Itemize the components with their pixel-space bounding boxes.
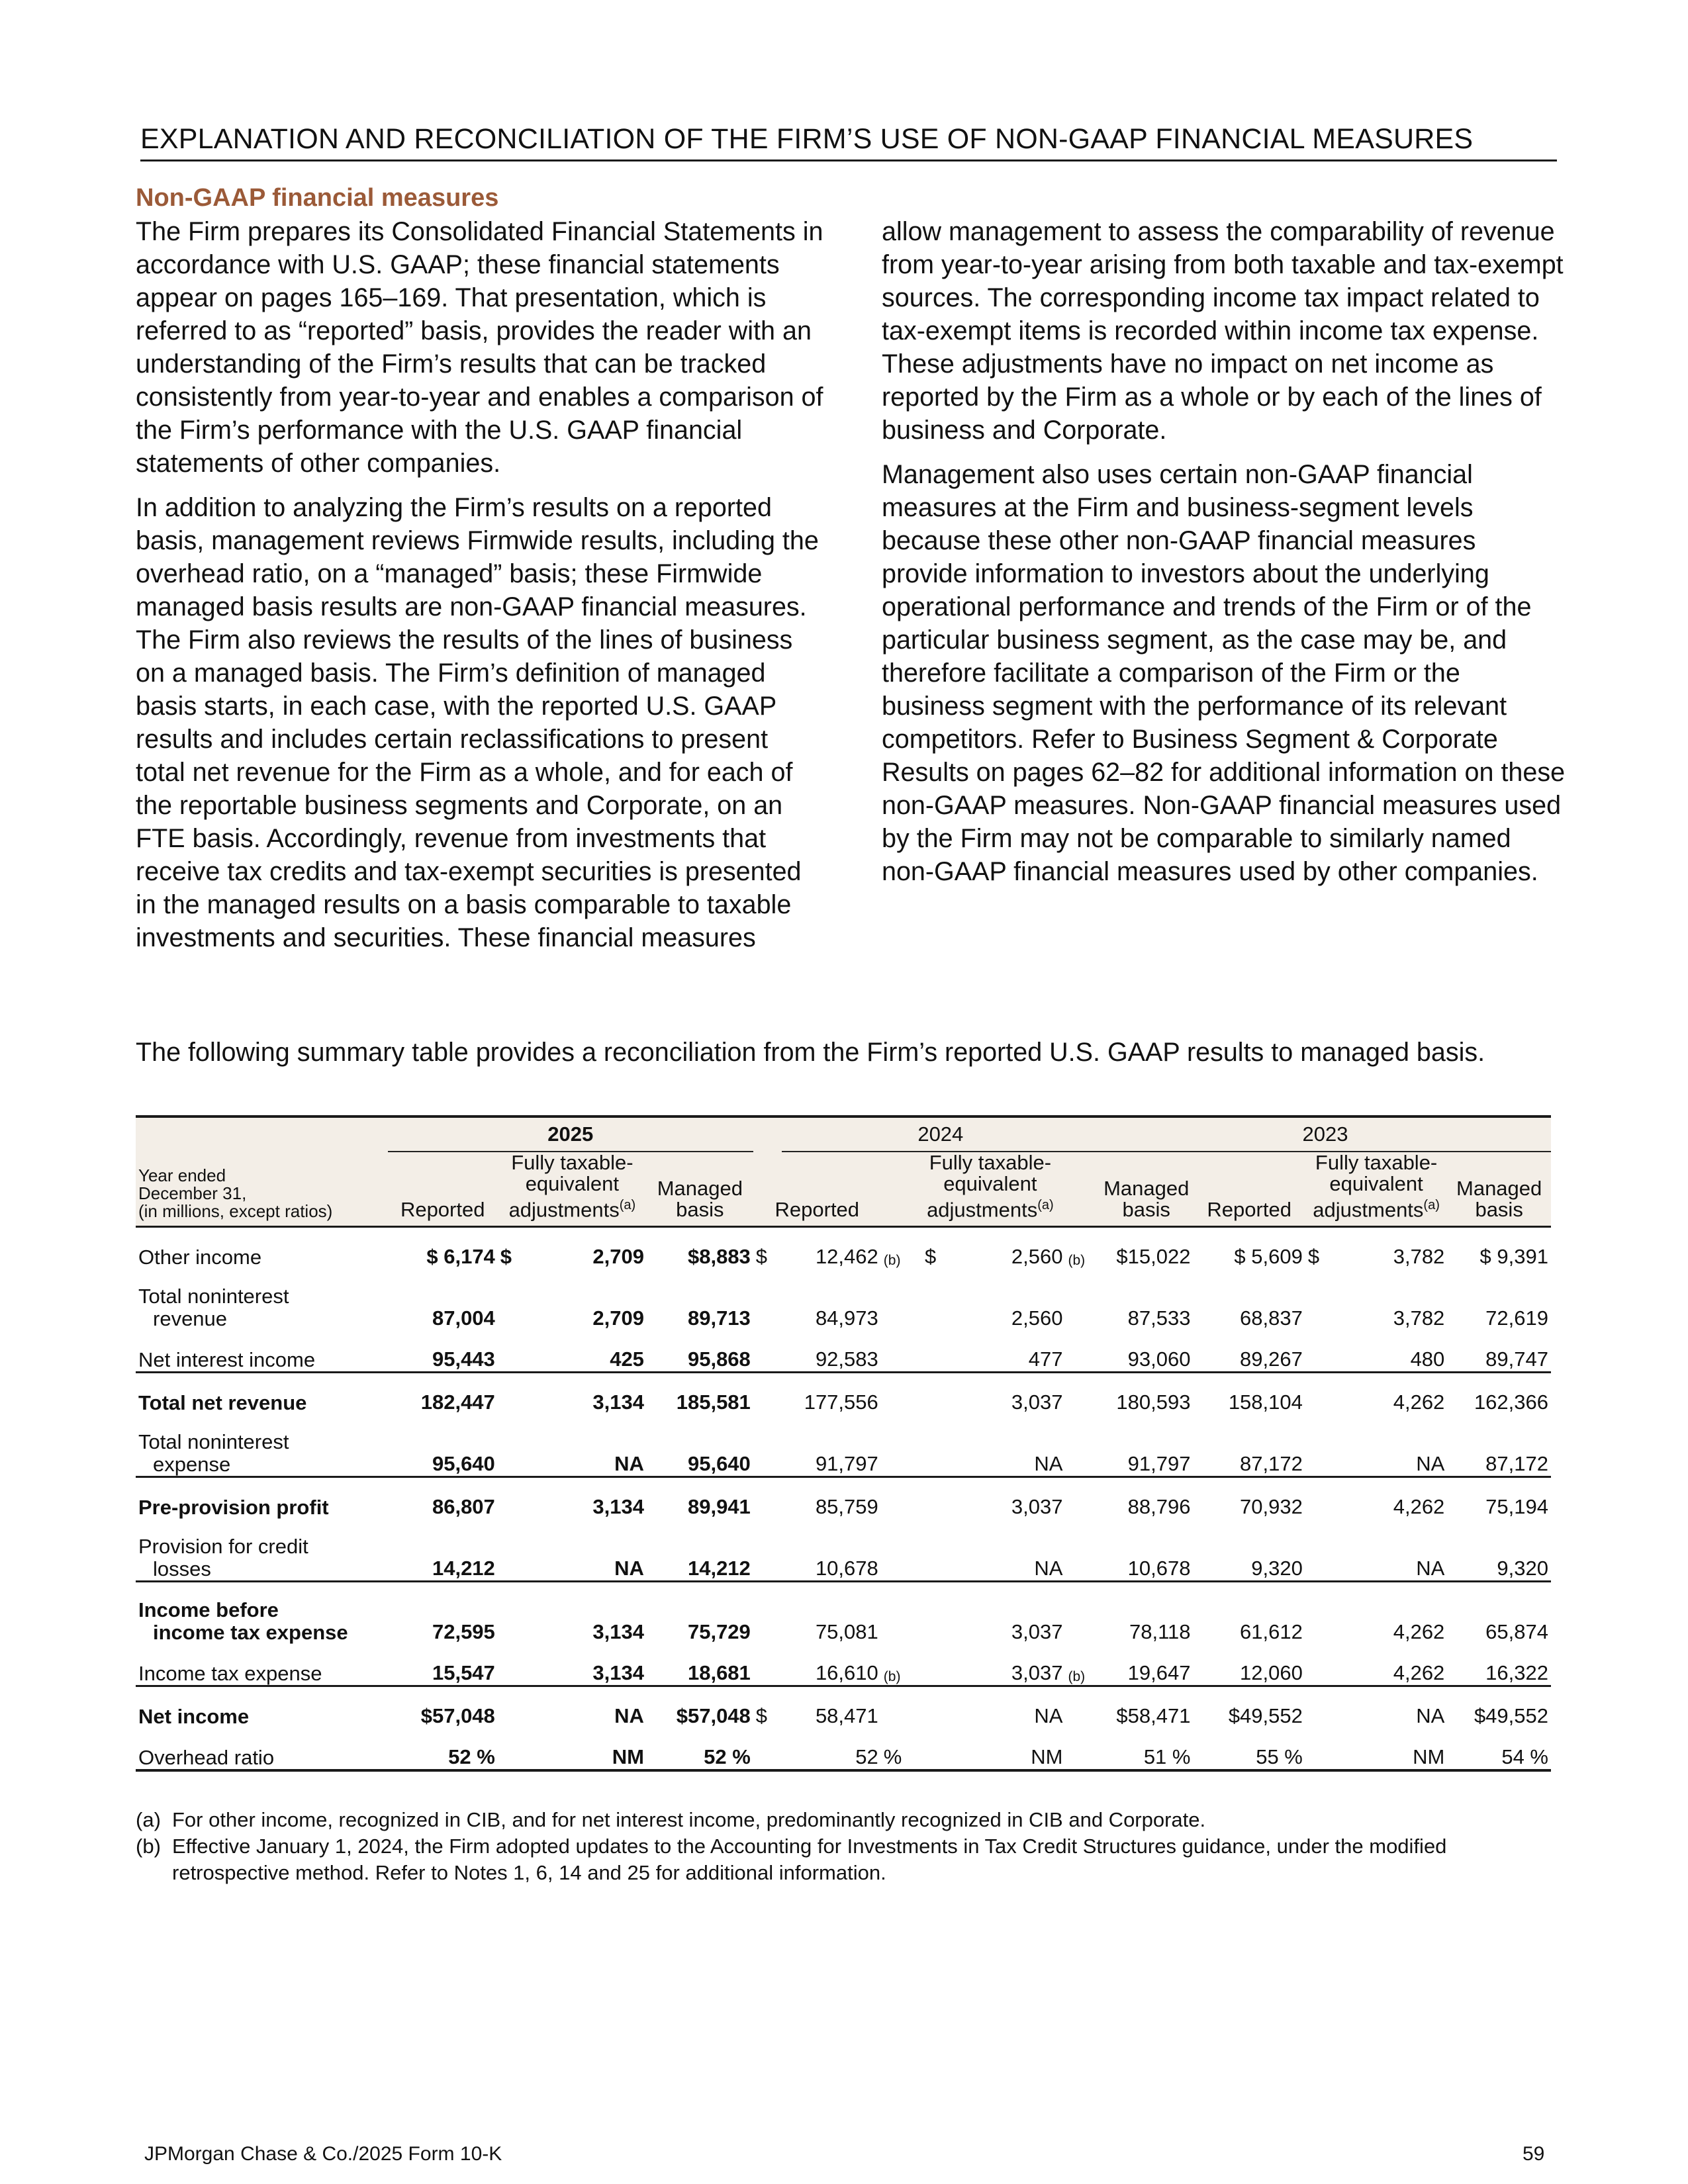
value-2024-adjustment: NM (948, 1728, 1066, 1770)
value-2024-adjustment: 2,560 (1011, 1245, 1063, 1269)
value-2024-adjustment: 2,560 (1011, 1306, 1063, 1330)
section-heading: Non-GAAP financial measures (136, 184, 499, 212)
value-2025-reported: 182,447 (388, 1373, 498, 1415)
row-label-header: Year ended December 31, (in millions, except ratios) (136, 1152, 388, 1227)
value-2023-managed: 65,874 (1447, 1582, 1551, 1645)
value-2025-adjustment: NM (529, 1728, 647, 1770)
value-2024-managed: 10,678 (1127, 1557, 1191, 1580)
value-2023-reported: 68,837 (1240, 1306, 1303, 1330)
value-2024-managed: 88,796 (1100, 1477, 1194, 1520)
value-2025-managed: 95,640 (687, 1452, 751, 1476)
value-2025-managed: 75,729 (647, 1582, 753, 1645)
table-row (136, 1330, 1551, 1373)
year-2024-header: 2024 (782, 1116, 1100, 1152)
value-2023-adjustment: NA (1416, 1557, 1445, 1580)
value-2024-managed: $58,471 (1100, 1686, 1194, 1729)
value-2025-reported: 95,640 (432, 1452, 495, 1476)
value-2024-adjustment: 3,037 (1011, 1661, 1063, 1685)
value-2024-managed: 91,797 (1127, 1452, 1191, 1476)
paragraph: The Firm prepares its Consolidated Financial Statements in accordance with U.S. GAAP; these financial statements appear on pages 165–169. That presentation, which is referred to as “reported” basis, provides the reader with an understanding of the Firm’s results that can be tracked consistently from year-to-year and enables a comparison of the Firm’s performance with the U.S. GAAP financial statements of other companies. (136, 217, 823, 478)
value-2023-managed: 75,194 (1447, 1477, 1551, 1520)
page-title: EXPLANATION AND RECONCILIATION OF THE FIRM’S USE OF NON-GAAP FINANCIAL MEASURES (140, 123, 1557, 161)
value-2024-reported: 84,973 (815, 1306, 878, 1330)
value-2023-managed: $ 9,391 (1479, 1245, 1548, 1269)
row-label: Income before income tax expense (136, 1582, 388, 1645)
value-2024-reported: 75,081 (782, 1582, 881, 1645)
dollar-sign: $ (753, 1686, 782, 1729)
value-2024-adjustment: NA (1034, 1452, 1063, 1476)
value-2025-managed: 89,713 (687, 1306, 751, 1330)
table-intro: The following summary table provides a reconciliation from the Firm’s reported U.S. GAAP results to managed basis. (136, 1038, 1485, 1067)
value-2024-reported: 91,797 (815, 1452, 878, 1476)
value-2023-reported: $49,552 (1193, 1686, 1305, 1729)
value-2023-managed: 9,320 (1497, 1557, 1548, 1580)
value-2025-managed: 14,212 (687, 1557, 751, 1580)
value-2024-managed: 19,647 (1127, 1661, 1191, 1685)
footnote (136, 1807, 1559, 1833)
table-row (136, 1477, 1551, 1520)
value-2024-adjustment: 477 (1028, 1347, 1063, 1371)
footnote-marker: (b) (1068, 1669, 1086, 1685)
value-2024-adjustment: NA (1034, 1557, 1063, 1580)
value-2025-adjustment: 3,134 (592, 1661, 644, 1685)
value-2025-reported: $57,048 (388, 1686, 498, 1729)
value-2024-reported: 92,583 (815, 1347, 878, 1371)
value-2024-managed: 87,533 (1127, 1306, 1191, 1330)
value-2025-reported: 14,212 (432, 1557, 495, 1580)
value-2024-reported: 85,759 (782, 1477, 881, 1520)
value-2025-reported: 86,807 (388, 1477, 498, 1520)
managed-header: Managed basis (647, 1152, 753, 1227)
value-2023-reported: 61,612 (1193, 1582, 1305, 1645)
value-2024-adjustment: NA (948, 1686, 1066, 1729)
table-row (136, 1227, 1551, 1269)
value-2024-managed: 51 % (1100, 1728, 1194, 1770)
value-2023-adjustment: NA (1329, 1686, 1447, 1729)
value-2023-adjustment: NM (1329, 1728, 1447, 1770)
reported-header: Reported (388, 1152, 498, 1227)
value-2023-managed: 72,619 (1485, 1306, 1548, 1330)
right-column (882, 215, 1567, 899)
adjustments-header: Fully taxable- equivalent adjustments$^{(a)}$ (881, 1152, 1100, 1227)
footer-document-name: JPMorgan Chase & Co./2025 Form 10-K (144, 2143, 502, 2165)
table-row (136, 1582, 1551, 1645)
value-2023-adjustment: NA (1416, 1452, 1445, 1476)
header-gap (753, 1116, 782, 1152)
value-2025-adjustment: 3,134 (529, 1477, 647, 1520)
table-row (136, 1728, 1551, 1770)
value-2024-reported: 16,610 (815, 1661, 878, 1685)
year-2025-header: 2025 (388, 1116, 753, 1152)
value-2023-adjustment: 4,262 (1329, 1477, 1447, 1520)
value-2025-adjustment: NA (529, 1686, 647, 1729)
footnote-mark: (b) (136, 1835, 161, 1858)
table-row (136, 1269, 1551, 1330)
value-2025-reported: 95,443 (432, 1347, 495, 1371)
value-2024-adjustment: 3,037 (948, 1373, 1066, 1415)
paragraph: In addition to analyzing the Firm’s results on a reported basis, management reviews Firmwide results, including the overhead ratio, on a “managed” basis; these Firmwide managed basis results are non-GAAP financial measures. The Firm also reviews the results of the lines of business on a managed basis. The Firm’s definition of managed basis starts, in each case, with the reported U.S. GAAP results and includes certain reclassifications to present total net revenue for the Firm as a whole, and for each of the reportable business segments and Corporate, on an FTE basis. Accordingly, revenue from investments that receive tax credits and tax-exempt securities is presented in the managed results on a basis comparable to taxable investments and securities. These financial measures (136, 493, 819, 952)
value-2025-reported: $ 6,174 (426, 1245, 495, 1269)
row-label: Total noninterest revenue (138, 1285, 289, 1331)
row-label: Total noninterest expense (138, 1430, 289, 1477)
value-2023-managed: 89,747 (1485, 1347, 1548, 1371)
adjustments-header: Fully taxable- equivalent adjustments$^{(a)}$ (498, 1152, 647, 1227)
value-2023-reported: 55 % (1193, 1728, 1305, 1770)
paragraph: allow management to assess the comparability of revenue from year-to-year arising from both taxable and tax-exempt sources. The corresponding income tax impact related to tax-exempt items is recorded within income tax expense. These adjustments have no impact on net income as reported by the Firm as a whole or by each of the lines of business and Corporate. (882, 217, 1564, 445)
value-2023-managed: 87,172 (1485, 1452, 1548, 1476)
value-2025-managed: $8,883 (687, 1245, 751, 1269)
value-2025-adjustment: NA (614, 1557, 644, 1580)
footnote (136, 1833, 1559, 1886)
value-2024-reported: 12,462 (815, 1245, 878, 1269)
year-2023-header: 2023 (1100, 1116, 1551, 1152)
value-2025-managed: $57,048 (647, 1686, 753, 1729)
footnote-marker: (b) (883, 1669, 901, 1685)
value-2023-reported: 158,104 (1193, 1373, 1305, 1415)
value-2025-adjustment: 3,134 (529, 1582, 647, 1645)
value-2023-adjustment: 480 (1410, 1347, 1445, 1371)
page-number: 59 (1523, 2143, 1545, 2165)
footnote-marker: (b) (883, 1253, 901, 1269)
header-blank (136, 1116, 388, 1152)
reconciliation-table (136, 1115, 1551, 1772)
table-row (136, 1519, 1551, 1582)
row-label: Provision for credit losses (138, 1535, 308, 1581)
value-2025-managed: 95,868 (687, 1347, 751, 1371)
value-2025-adjustment: 2,709 (592, 1306, 644, 1330)
value-2024-managed: 180,593 (1100, 1373, 1194, 1415)
value-2024-adjustment: 3,037 (948, 1582, 1066, 1645)
left-column (136, 215, 824, 966)
table-row (136, 1644, 1551, 1686)
row-label: Other income (138, 1246, 262, 1269)
table-row (136, 1414, 1551, 1477)
value-2023-adjustment: 4,262 (1393, 1661, 1445, 1685)
value-2023-managed: 54 % (1447, 1728, 1551, 1770)
value-2023-adjustment: 4,262 (1329, 1373, 1447, 1415)
footnote-marker: (b) (1068, 1253, 1086, 1269)
footnote-mark: (a) (136, 1808, 161, 1831)
value-2023-adjustment: 4,262 (1329, 1582, 1447, 1645)
value-2023-adjustment: 3,782 (1393, 1306, 1445, 1330)
footnote-text: For other income, recognized in CIB, and for net interest income, predominantly recognized in CIB and Corporate. (172, 1808, 1206, 1831)
value-2023-reported: $ 5,609 (1234, 1245, 1303, 1269)
footnote-text: Effective January 1, 2024, the Firm adopted updates to the Accounting for Investments in Tax Credit Structures guidance, under the modified retrospective method. Refer to Notes 1, 6, 14 and 25 for additional information. (172, 1835, 1447, 1884)
value-2024-managed: 93,060 (1127, 1347, 1191, 1371)
value-2023-reported: 70,932 (1193, 1477, 1305, 1520)
value-2025-reported: 15,547 (432, 1661, 495, 1685)
percent-sign: % (881, 1728, 922, 1770)
value-2023-managed: 162,366 (1447, 1373, 1551, 1415)
value-2024-reported: 177,556 (782, 1373, 881, 1415)
value-2025-adjustment: NA (614, 1452, 644, 1476)
value-2024-adjustment: 3,037 (948, 1477, 1066, 1520)
table-row (136, 1373, 1551, 1415)
dollar-sign: $ (924, 1245, 937, 1269)
value-2023-managed: 16,322 (1485, 1661, 1548, 1685)
value-2025-reported: 72,595 (388, 1582, 498, 1645)
value-2024-reported: 58,471 (782, 1686, 881, 1729)
value-2023-reported: 87,172 (1240, 1452, 1303, 1476)
table-row (136, 1686, 1551, 1729)
reported-header: Reported (1193, 1152, 1305, 1227)
value-2025-adjustment: 425 (610, 1347, 644, 1371)
adjustments-header: Fully taxable- equivalent adjustments$^{(a)}$ (1305, 1152, 1447, 1227)
row-label: Pre-provision profit (136, 1477, 388, 1520)
value-2025-managed: 52 % (647, 1728, 753, 1770)
value-2025-managed: 89,941 (647, 1477, 753, 1520)
value-2025-reported: 52 % (388, 1728, 498, 1770)
row-label: Net income (136, 1686, 388, 1729)
value-2024-managed: $15,022 (1116, 1245, 1191, 1269)
dollar-sign: $ (755, 1245, 768, 1269)
value-2024-reported: 52 (782, 1728, 881, 1770)
footnotes (136, 1807, 1559, 1886)
dollar-sign: $ (500, 1245, 512, 1269)
value-2023-reported: 9,320 (1251, 1557, 1303, 1580)
value-2025-adjustment: 2,709 (592, 1245, 644, 1269)
value-2023-adjustment: 3,782 (1393, 1245, 1445, 1269)
row-label: Total net revenue (136, 1373, 388, 1415)
value-2025-reported: 87,004 (432, 1306, 495, 1330)
value-2024-reported: 10,678 (815, 1557, 878, 1580)
value-2023-reported: 12,060 (1240, 1661, 1303, 1685)
value-2025-managed: 18,681 (687, 1661, 751, 1685)
reported-header: Reported (753, 1152, 881, 1227)
value-2024-managed: 78,118 (1100, 1582, 1194, 1645)
value-2023-reported: 89,267 (1240, 1347, 1303, 1371)
managed-header: Managed basis (1100, 1152, 1194, 1227)
value-2025-managed: 185,581 (647, 1373, 753, 1415)
value-2023-managed: $49,552 (1447, 1686, 1551, 1729)
value-2025-adjustment: 3,134 (529, 1373, 647, 1415)
row-label: Income tax expense (138, 1662, 322, 1686)
row-label: Net interest income (138, 1348, 316, 1372)
dollar-sign: $ (1307, 1245, 1320, 1269)
row-label: Overhead ratio (136, 1728, 388, 1770)
managed-header: Managed basis (1447, 1152, 1551, 1227)
paragraph: Management also uses certain non-GAAP financial measures at the Firm and business-segment levels because these other non-GAAP financial measures provide information to investors about the underlying operational performance and trends of the Firm or of the particular business segment, as the case may be, and therefore facilitate a comparison of the Firm or the business segment with the performance of its relevant competitors. Refer to Business Segment & Corporate Results on pages 62–82 for additional information on these non-GAAP measures. Non-GAAP financial measures used by the Firm may not be comparable to similarly named non-GAAP financial measures used by other companies. (882, 460, 1566, 886)
